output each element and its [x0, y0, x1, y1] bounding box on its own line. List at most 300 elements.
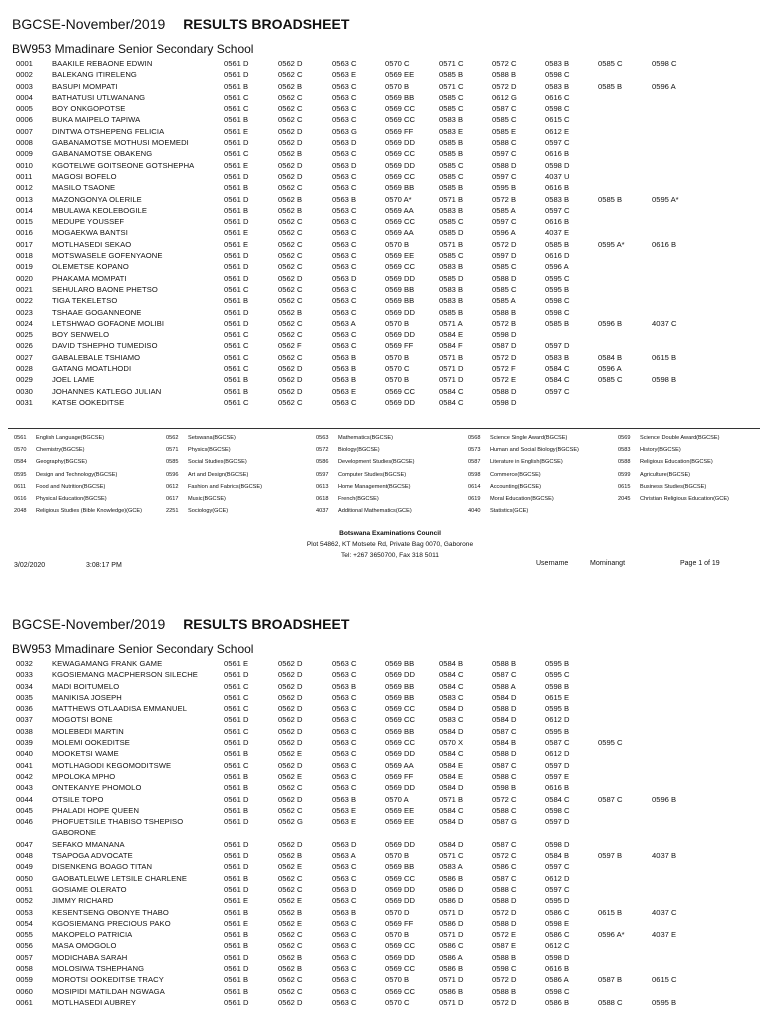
- subject-code: 4037: [316, 508, 329, 515]
- subject-grade: 0616 B: [652, 239, 677, 249]
- subject-grade: 0571 B: [439, 352, 464, 362]
- subject-name: English Language(BGCSE): [36, 435, 105, 441]
- subject-grade: 0572 C: [492, 794, 517, 804]
- subject-grade: 0570 B: [385, 81, 410, 91]
- candidate-name: DISENKENG BOAGO TITAN: [52, 862, 153, 872]
- subject-grade: 0572 C: [492, 851, 517, 861]
- subject-grade: 0584 B: [598, 352, 623, 362]
- candidate-name: BUKA MAIPELO TAPIWA: [52, 115, 141, 125]
- candidate-number: 0026: [16, 341, 33, 351]
- table-row: [0, 194, 768, 205]
- candidate-number: 0001: [16, 59, 33, 68]
- subject-grade: 0597 C: [545, 386, 570, 396]
- subject-grade: 0561 C: [224, 364, 249, 374]
- subject-grade: 0588 B: [492, 659, 517, 668]
- subject-grade: 0569 BB: [385, 183, 415, 193]
- subject-grade: 0584 C: [439, 386, 464, 396]
- subject-grade: 0569 DD: [385, 273, 415, 283]
- subject-grade: 0597 D: [492, 251, 517, 261]
- subject-grade: 0561 D: [224, 964, 249, 974]
- subject-grade: 0569 FF: [385, 771, 414, 781]
- subject-grade: 0588 D: [492, 160, 517, 170]
- table-row: [0, 397, 768, 408]
- subject-grade: 0585 C: [439, 171, 464, 181]
- subject-grade: 0569 BB: [385, 659, 415, 668]
- subject-name: Business Studies(BGCSE): [640, 483, 707, 490]
- subject-legend: [8, 428, 760, 515]
- subject-grade: 0585 C: [492, 115, 517, 125]
- subject-grade: 0597 C: [492, 217, 517, 227]
- candidate-number: 0042: [16, 771, 33, 781]
- subject-grade: 0584 E: [439, 330, 464, 340]
- subject-code: 0612: [166, 483, 179, 490]
- candidate-name: SEFAKO MMANANA: [52, 839, 125, 849]
- subject-grade: 0563 C: [332, 862, 357, 872]
- subject-grade: 0563 C: [332, 217, 357, 227]
- subject-grade: 0572 F: [492, 364, 516, 374]
- subject-grade: 0597 C: [492, 149, 517, 159]
- subject-grade: 0562 C: [278, 986, 303, 996]
- subject-grade: 0563 B: [332, 375, 357, 385]
- subject-grade: 0586 D: [439, 896, 464, 906]
- subject-grade: 0562 D: [278, 692, 303, 702]
- subject-grade: 0569 DD: [385, 952, 415, 962]
- subject-grade: 0562 C: [278, 318, 303, 328]
- table-row: [0, 363, 768, 374]
- subject-name: Development Studies(BGCSE): [338, 459, 415, 466]
- subject-grade: 0596 B: [652, 794, 677, 804]
- table-row: [0, 714, 768, 725]
- subject-grade: 0585 B: [545, 239, 570, 249]
- table-row: [0, 895, 768, 906]
- organisation-name: Botswana Examinations Council: [339, 530, 441, 537]
- subject-name: Literature in English(BGCSE): [490, 459, 563, 466]
- subject-grade: 0562 E: [278, 862, 303, 872]
- subject-grade: 0572 D: [492, 997, 517, 1007]
- subject-grade: 0598 D: [545, 839, 570, 849]
- subject-grade: 0597 C: [545, 205, 570, 215]
- table-row: [0, 137, 768, 148]
- candidate-number: 0004: [16, 92, 33, 102]
- subject-grade: 0563 C: [332, 92, 357, 102]
- subject-grade: 0588 B: [492, 952, 517, 962]
- subject-grade: 0571 C: [439, 59, 464, 68]
- subject-grade: 0563 C: [332, 726, 357, 736]
- candidate-number: 0033: [16, 670, 33, 680]
- subject-grade: 0563 C: [332, 296, 357, 306]
- candidate-name: KATSE OOKEDITSE: [52, 397, 125, 407]
- table-row: [0, 58, 768, 69]
- subject-grade: 0562 D: [278, 386, 303, 396]
- subject-grade: 0561 D: [224, 738, 249, 748]
- subject-grade: 0570 B: [385, 318, 410, 328]
- subject-grade: 0588 C: [492, 771, 517, 781]
- subject-grade: 0562 F: [278, 341, 302, 351]
- subject-grade: 0612 D: [545, 873, 570, 883]
- subject-grade: 0562 C: [278, 884, 303, 894]
- candidate-name: KGOSIEMANG PRECIOUS PAKO: [52, 918, 171, 928]
- subject-grade: 0595 B: [545, 726, 570, 736]
- subject-grade: 0563 C: [332, 239, 357, 249]
- subject-grade: 0563 C: [332, 397, 357, 407]
- subject-grade: 0563 C: [332, 760, 357, 770]
- subject-grade: 0571 D: [439, 997, 464, 1007]
- table-row: [0, 816, 768, 827]
- subject-grade: 0561 B: [224, 375, 249, 385]
- subject-code: 2251: [166, 508, 179, 515]
- school-name: BW953 Mmadinare Senior Secondary School: [12, 642, 254, 656]
- subject-grade: 0563 C: [332, 670, 357, 680]
- subject-grade: 0562 B: [278, 205, 303, 215]
- subject-grade: 0563 E: [332, 805, 357, 815]
- candidate-name: TSAPOGA ADVOCATE: [52, 851, 133, 861]
- table-row: [0, 374, 768, 385]
- candidate-name: MAKOPELO PATRICIA: [52, 930, 133, 940]
- subject-grade: 0561 D: [224, 59, 249, 68]
- subject-grade: 0561 B: [224, 941, 249, 951]
- subject-grade: 0586 C: [545, 930, 570, 940]
- subject-grade: 0569 BB: [385, 296, 415, 306]
- candidate-number: 0054: [16, 918, 33, 928]
- subject-grade: 0598 C: [652, 59, 677, 68]
- subject-grade: 0561 B: [224, 115, 249, 125]
- table-row: [0, 884, 768, 895]
- subject-grade: 0569 DD: [385, 884, 415, 894]
- candidate-number: 0041: [16, 760, 33, 770]
- subject-grade: 0561 E: [224, 228, 249, 238]
- subject-grade: 0596 A*: [598, 930, 625, 940]
- subject-grade: 0562 E: [278, 749, 303, 759]
- table-row: [0, 250, 768, 261]
- subject-grade: 0562 D: [278, 138, 303, 148]
- subject-code: 0597: [316, 471, 329, 478]
- candidate-name: MBULAWA KEOLEBOGILE: [52, 205, 148, 215]
- subject-grade: 0569 DD: [385, 896, 415, 906]
- subject-grade: 0562 D: [278, 364, 303, 374]
- subject-grade: 0584 C: [439, 805, 464, 815]
- candidate-number: 0014: [16, 205, 33, 215]
- legend-item: [468, 484, 541, 490]
- subject-code: 0572: [316, 447, 329, 454]
- candidate-name: TSHAAE GOGANNEONE: [52, 307, 142, 317]
- subject-grade: 0563 C: [332, 81, 357, 91]
- candidate-number: 0050: [16, 873, 33, 883]
- subject-grade: 0572 B: [492, 194, 517, 204]
- candidate-number: 0032: [16, 659, 33, 668]
- subject-grade: 0585 B: [598, 194, 623, 204]
- candidate-number: 0017: [16, 239, 33, 249]
- subject-grade: 0588 D: [492, 749, 517, 759]
- candidate-number: 0034: [16, 681, 33, 691]
- subject-grade: 0569 DD: [385, 670, 415, 680]
- subject-grade: 0561 B: [224, 873, 249, 883]
- candidate-number: 0037: [16, 715, 33, 725]
- subject-grade: 0586 B: [439, 873, 464, 883]
- subject-grade: 0584 C: [545, 375, 570, 385]
- subject-grade: 0585 B: [545, 318, 570, 328]
- subject-grade: 0588 C: [492, 805, 517, 815]
- subject-grade: 0561 B: [224, 183, 249, 193]
- subject-grade: 0562 G: [278, 817, 303, 827]
- subject-grade: 0588 B: [492, 986, 517, 996]
- subject-grade: 0561 D: [224, 251, 249, 261]
- subject-grade: 0584 E: [439, 760, 464, 770]
- candidate-number: 0051: [16, 884, 33, 894]
- subject-name: Food and Nutrition(BGCSE): [36, 483, 106, 490]
- subject-grade: 0569 DD: [385, 307, 415, 317]
- page-2: [0, 600, 768, 1024]
- legend-item: [166, 472, 248, 478]
- subject-grade: 0569 DD: [385, 397, 415, 407]
- legend-item: [468, 496, 554, 502]
- subject-grade: 0587 C: [492, 760, 517, 770]
- candidate-name: GABALEBALE TSHIAMO: [52, 352, 141, 362]
- table-row: [0, 794, 768, 805]
- subject-grade: 0562 B: [278, 149, 303, 159]
- candidate-number: 0061: [16, 997, 33, 1007]
- candidate-name: GABANAMOTSE MOTHUSI MOEMEDI: [52, 138, 189, 148]
- subject-grade: 0587 C: [492, 726, 517, 736]
- subject-grade: 0563 C: [332, 307, 357, 317]
- subject-code: 0595: [14, 471, 27, 478]
- subject-grade: 0562 C: [278, 262, 303, 272]
- subject-grade: 0561 C: [224, 726, 249, 736]
- subject-grade: 0562 C: [278, 104, 303, 114]
- subject-grade: 0598 C: [545, 307, 570, 317]
- legend-item: [618, 496, 729, 502]
- subject-grade: 0563 C: [332, 873, 357, 883]
- candidate-number: 0049: [16, 862, 33, 872]
- subject-grade: 0561 E: [224, 239, 249, 249]
- subject-grade: 0584 C: [439, 397, 464, 407]
- subject-grade: 0561 D: [224, 171, 249, 181]
- subject-grade: 0597 E: [545, 771, 570, 781]
- subject-grade: 0561 B: [224, 986, 249, 996]
- subject-grade: 0563 C: [332, 341, 357, 351]
- subject-grade: 0585 B: [439, 149, 464, 159]
- subject-grade: 0597 D: [545, 760, 570, 770]
- subject-grade: 0561 B: [224, 805, 249, 815]
- subject-code: 0598: [468, 471, 481, 478]
- subject-grade: 0563 D: [332, 884, 357, 894]
- candidate-number: 0028: [16, 364, 33, 374]
- subject-grade: 0562 D: [278, 670, 303, 680]
- subject-grade: 0562 C: [278, 296, 303, 306]
- candidate-name: ONTEKANYE PHOMOLO: [52, 783, 142, 793]
- subject-grade: 0615 C: [545, 115, 570, 125]
- subject-grade: 0562 C: [278, 783, 303, 793]
- subject-grade: 0586 C: [545, 907, 570, 917]
- candidate-name: MOSIPIDI MATILDAH NGWAGA: [52, 986, 165, 996]
- subject-code: 0618: [316, 496, 329, 502]
- subject-code: 0615: [618, 483, 631, 490]
- subject-grade: 0571 C: [439, 851, 464, 861]
- subject-grade: 0598 D: [545, 160, 570, 170]
- subject-name: Computer Studies(BGCSE): [338, 471, 407, 478]
- subject-grade: 0561 B: [224, 975, 249, 985]
- username-value: Morninangt: [590, 560, 626, 567]
- legend-item: [316, 484, 410, 490]
- legend-item: [14, 496, 107, 502]
- table-row: [0, 997, 768, 1008]
- subject-grade: 0562 D: [278, 760, 303, 770]
- subject-grade: 0561 D: [224, 715, 249, 725]
- subject-grade: 0587 E: [492, 941, 517, 951]
- subject-grade: 0562 D: [278, 997, 303, 1007]
- candidate-number: 0058: [16, 964, 33, 974]
- subject-grade: 0587 C: [598, 794, 623, 804]
- subject-grade: 0563 C: [332, 205, 357, 215]
- legend-item: [166, 447, 231, 453]
- candidate-name: KGOTELWE GOITSEONE GOTSHEPHA: [52, 160, 195, 170]
- subject-grade: 0598 C: [545, 104, 570, 114]
- candidate-name: MASILO TSAONE: [52, 183, 116, 193]
- subject-grade: 0569 BB: [385, 692, 415, 702]
- subject-grade: 0569 AA: [385, 205, 414, 215]
- subject-grade: 0570 B: [385, 375, 410, 385]
- subject-code: 0569: [618, 435, 631, 441]
- subject-grade: 0587 C: [492, 104, 517, 114]
- candidate-name: GABORONE: [52, 828, 96, 838]
- subject-grade: 0588 C: [492, 138, 517, 148]
- subject-name: Accounting(BGCSE): [490, 483, 541, 490]
- subject-grade: 0562 B: [278, 81, 303, 91]
- subject-grade: 0583 B: [545, 59, 570, 68]
- subject-grade: 0563 C: [332, 771, 357, 781]
- candidate-number: 0043: [16, 783, 33, 793]
- candidate-number: 0016: [16, 228, 33, 238]
- subject-grade: 0598 B: [652, 375, 677, 385]
- candidate-name: MOLEBEDI MARTIN: [52, 726, 124, 736]
- candidate-name: MOGOTSI BONE: [52, 715, 113, 725]
- subject-grade: 0563 C: [332, 251, 357, 261]
- subject-grade: 0561 D: [224, 307, 249, 317]
- subject-code: 0563: [316, 435, 329, 441]
- table-row: [0, 929, 768, 940]
- table-row: [0, 907, 768, 918]
- table-row: [0, 216, 768, 227]
- table-row: [0, 782, 768, 793]
- subject-grade: 0586 C: [439, 941, 464, 951]
- table-row: [0, 205, 768, 216]
- print-date: 3/02/2020: [14, 562, 46, 569]
- legend-item: [14, 447, 84, 453]
- subject-grade: 0598 D: [545, 952, 570, 962]
- subject-grade: 0595 C: [598, 738, 623, 748]
- candidate-name: MAGOSI BOFELO: [52, 171, 117, 181]
- subject-grade: 0570 C: [385, 364, 410, 374]
- subject-grade: 0585 C: [492, 284, 517, 294]
- subject-name: Design and Technology(BGCSE): [36, 471, 118, 478]
- candidate-name: BALEKANG ITIRELENG: [52, 70, 137, 80]
- subject-grade: 0598 E: [545, 918, 570, 928]
- subject-grade: 0612 C: [545, 941, 570, 951]
- candidate-name: DINTWA OTSHEPENG FELICIA: [52, 126, 165, 136]
- candidate-number: 0045: [16, 805, 33, 815]
- candidate-name: SEHULARO BAONE PHETSO: [52, 284, 158, 294]
- subject-grade: 0569 CC: [385, 115, 415, 125]
- subject-grade: 0569 EE: [385, 70, 415, 80]
- candidate-name: JOEL LAME: [52, 375, 95, 385]
- subject-grade: 0561 D: [224, 262, 249, 272]
- legend-item: [468, 472, 541, 478]
- subject-grade: 0563 D: [332, 138, 357, 148]
- page-2-header: [0, 600, 768, 656]
- subject-grade: 0569 DD: [385, 839, 415, 849]
- subject-grade: 0585 B: [439, 183, 464, 193]
- subject-grade: 0563 C: [332, 896, 357, 906]
- table-row: [0, 81, 768, 92]
- table-row: [0, 261, 768, 272]
- subject-grade: 0562 B: [278, 952, 303, 962]
- candidate-number: 0012: [16, 183, 33, 193]
- subject-grade: 0562 C: [278, 115, 303, 125]
- subject-grade: 0561 E: [224, 896, 249, 906]
- broadsheet-heading: RESULTS BROADSHEET: [183, 616, 350, 632]
- subject-grade: 0569 BB: [385, 92, 415, 102]
- subject-grade: 0587 D: [492, 341, 517, 351]
- subject-grade: 0561 B: [224, 296, 249, 306]
- candidate-number: 0047: [16, 839, 33, 849]
- subject-grade: 0562 D: [278, 375, 303, 385]
- subject-grade: 0562 C: [278, 70, 303, 80]
- table-row: [0, 692, 768, 703]
- exam-period: BGCSE-November/2019: [12, 616, 166, 632]
- subject-grade: 0569 BB: [385, 862, 415, 872]
- subject-grade: 0563 C: [332, 659, 357, 668]
- candidate-number: 0006: [16, 115, 33, 125]
- candidate-number: 0020: [16, 273, 33, 283]
- candidate-number: 0008: [16, 138, 33, 148]
- candidate-name: MOOKETSI WAME: [52, 749, 119, 759]
- subject-grade: 0561 D: [224, 851, 249, 861]
- legend-item: [316, 496, 379, 502]
- legend-item: [14, 472, 117, 478]
- candidate-name: MAZONGONYA OLERILE: [52, 194, 142, 204]
- subject-name: Human and Social Biology(BGCSE): [490, 447, 579, 454]
- candidate-name: MADI BOITUMELO: [52, 681, 120, 691]
- subject-code: 0573: [468, 447, 481, 454]
- subject-grade: 0561 C: [224, 681, 249, 691]
- subject-grade: 0563 G: [332, 126, 357, 136]
- subject-grade: 0561 E: [224, 126, 249, 136]
- candidate-name: JOHANNES KATLEGO JULIAN: [52, 386, 162, 396]
- table-row: [0, 273, 768, 284]
- legend-item: [468, 447, 579, 453]
- subject-grade: 0588 D: [492, 918, 517, 928]
- candidate-name: KEWAGAMANG FRANK GAME: [52, 659, 163, 668]
- subject-grade: 0562 C: [278, 975, 303, 985]
- candidate-number: 0035: [16, 692, 33, 702]
- legend-item: [618, 447, 681, 453]
- subject-grade: 0569 FF: [385, 918, 414, 928]
- subject-name: French(BGCSE): [338, 496, 379, 502]
- subject-grade: 0569 CC: [385, 704, 415, 714]
- subject-grade: 0561 D: [224, 217, 249, 227]
- subject-code: 0583: [618, 447, 631, 454]
- subject-grade: 0584 C: [439, 670, 464, 680]
- legend-item: [316, 435, 393, 441]
- subject-grade: 0570 B: [385, 851, 410, 861]
- subject-grade: 0562 D: [278, 794, 303, 804]
- legend-item: [468, 508, 528, 514]
- candidate-name: BASUPI MOMPATI: [52, 81, 118, 91]
- subject-code: 0561: [14, 435, 27, 441]
- candidate-number: 0039: [16, 738, 33, 748]
- legend-item: [468, 435, 567, 441]
- subject-code: 0571: [166, 447, 179, 454]
- subject-grade: 0585 D: [439, 228, 464, 238]
